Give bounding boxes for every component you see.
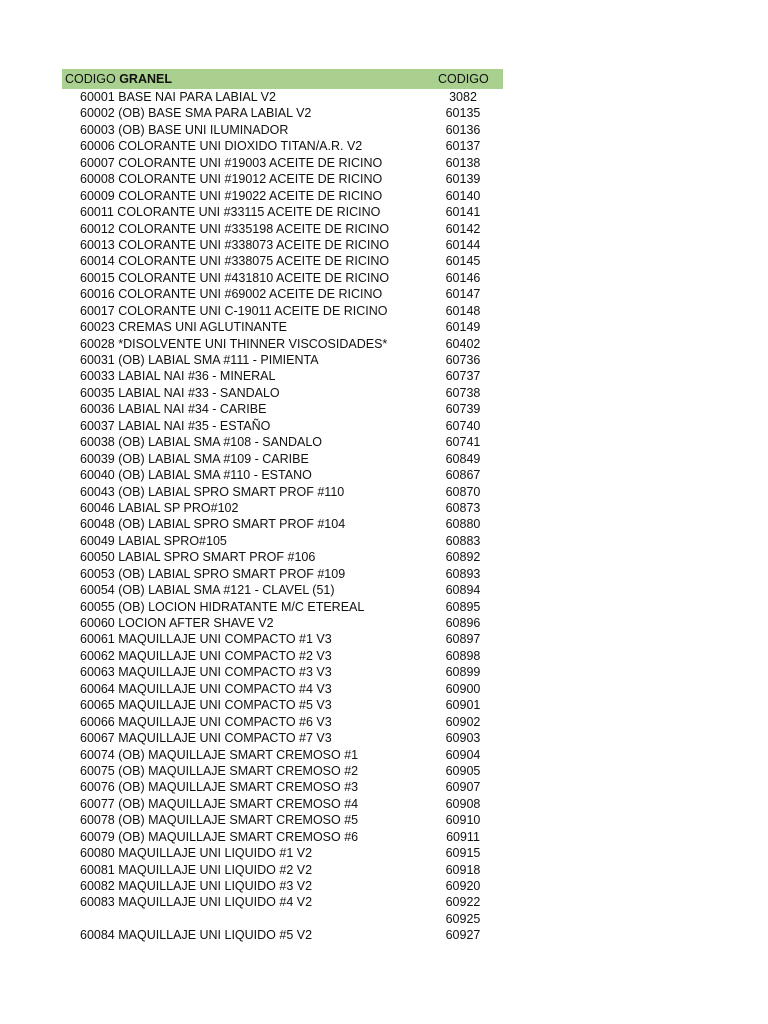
product-name-cell: 60006 COLORANTE UNI DIOXIDO TITAN/A.R. V2 (80, 139, 363, 154)
table-row (62, 138, 503, 154)
table-row (62, 385, 503, 401)
product-name-cell: 60060 LOCION AFTER SHAVE V2 (80, 616, 274, 630)
table-row (62, 664, 503, 680)
table-row (62, 253, 503, 269)
table-row (62, 204, 503, 220)
product-name-cell: 60050 LABIAL SPRO SMART PROF #106 (80, 550, 316, 565)
table-row (62, 516, 503, 532)
product-code-cell: 60141 (445, 205, 481, 220)
product-name-cell: 60066 MAQUILLAJE UNI COMPACTO #6 V3 (80, 714, 332, 729)
table-row (62, 697, 503, 713)
product-name-cell: 60082 MAQUILLAJE UNI LIQUIDO #3 V2 (80, 879, 313, 893)
table-row (62, 927, 503, 943)
product-code-cell: 60873 (445, 500, 481, 515)
product-name-cell: 60048 (OB) LABIAL SPRO SMART PROF #104 (80, 517, 346, 532)
product-code-cell: 60925 (445, 911, 481, 926)
table-row (62, 812, 503, 828)
table-row (62, 467, 503, 483)
table-row (62, 434, 503, 450)
product-code-cell: 60897 (445, 632, 481, 647)
product-code-cell: 60927 (445, 928, 481, 943)
product-code-cell: 60905 (445, 763, 481, 778)
table-row (62, 122, 503, 138)
table-row (62, 155, 503, 171)
table-row (62, 763, 503, 779)
product-name-cell: 60014 COLORANTE UNI #338075 ACEITE DE RICINO (80, 254, 390, 269)
product-code-cell: 60910 (445, 813, 481, 828)
table-row (62, 221, 503, 237)
product-code-cell: 60898 (445, 648, 481, 663)
product-code-cell: 60899 (445, 665, 481, 680)
product-name-cell: 60008 COLORANTE UNI #19012 ACEITE DE RICINO (80, 172, 383, 187)
product-name-cell: 60076 (OB) MAQUILLAJE SMART CREMOSO #3 (80, 780, 359, 795)
product-code-cell: 60892 (445, 550, 481, 565)
table-row (62, 303, 503, 319)
product-name-cell: 60054 (OB) LABIAL SMA #121 - CLAVEL (51) (80, 583, 335, 598)
product-code-cell: 60736 (445, 353, 481, 367)
product-name-cell: 60017 COLORANTE UNI C-19011 ACEITE DE RICINO (80, 303, 388, 318)
table-row (62, 401, 503, 417)
product-code-cell: 60137 (445, 139, 481, 154)
table-row (62, 533, 503, 549)
table-row (62, 105, 503, 121)
product-code-cell: 60740 (445, 418, 481, 433)
table-row (62, 796, 503, 812)
product-code-cell: 60895 (445, 599, 481, 614)
product-name-cell: 60031 (OB) LABIAL SMA #111 - PIMIENTA (80, 353, 319, 367)
table-row (62, 714, 503, 730)
product-code-cell: 60741 (445, 435, 481, 450)
product-code-cell: 60136 (445, 122, 481, 137)
product-code-cell: 3082 (449, 90, 477, 104)
table-row (62, 779, 503, 795)
product-name-cell: 60067 MAQUILLAJE UNI COMPACTO #7 V3 (80, 731, 332, 746)
product-name-cell: 60002 (OB) BASE SMA PARA LABIAL V2 (80, 106, 312, 121)
header-col2-label: CODIGO (438, 72, 489, 86)
table-row (62, 582, 503, 598)
product-code-cell: 60901 (445, 698, 481, 713)
product-code-cell: 60148 (445, 303, 481, 318)
product-name-cell: 60081 MAQUILLAJE UNI LIQUIDO #2 V2 (80, 862, 313, 877)
product-name-cell: 60064 MAQUILLAJE UNI COMPACTO #4 V3 (80, 681, 332, 696)
product-name-cell: 60065 MAQUILLAJE UNI COMPACTO #5 V3 (80, 698, 332, 713)
product-name-cell: 60080 MAQUILLAJE UNI LIQUIDO #1 V2 (80, 846, 313, 861)
table-row (62, 599, 503, 615)
product-name-cell: 60053 (OB) LABIAL SPRO SMART PROF #109 (80, 566, 346, 581)
product-name-cell: 60036 LABIAL NAI #34 - CARIBE (80, 402, 267, 417)
table-row (62, 352, 503, 368)
table-row (62, 648, 503, 664)
product-name-cell: 60011 COLORANTE UNI #33115 ACEITE DE RICINO (80, 205, 381, 220)
product-name-cell: 60049 LABIAL SPRO#105 (80, 533, 227, 548)
table-row (62, 615, 503, 631)
product-name-cell: 60063 MAQUILLAJE UNI COMPACTO #3 V3 (80, 665, 332, 680)
product-code-cell: 60149 (445, 320, 481, 335)
header-col1-bold: GRANEL (119, 72, 172, 86)
product-code-cell: 60894 (445, 583, 481, 598)
header-col1-label: CODIGO (65, 72, 116, 86)
product-code-cell: 60893 (445, 566, 481, 581)
table-row (62, 171, 503, 187)
product-name-cell: 60023 CREMAS UNI AGLUTINANTE (80, 320, 288, 335)
table-row (62, 878, 503, 894)
table-row (62, 911, 503, 927)
product-name-cell: 60035 LABIAL NAI #33 - SANDALO (80, 385, 280, 400)
product-code-cell: 60145 (445, 254, 481, 269)
product-code-cell: 60738 (445, 385, 481, 400)
product-code-cell: 60915 (445, 846, 481, 861)
product-code-cell: 60138 (445, 155, 481, 170)
product-code-cell: 60402 (445, 336, 481, 351)
product-code-cell: 60849 (445, 451, 481, 466)
product-name-cell: 60038 (OB) LABIAL SMA #108 - SANDALO (80, 435, 323, 450)
table-row (62, 500, 503, 516)
product-code-cell: 60902 (445, 714, 481, 729)
product-name-cell: 60061 MAQUILLAJE UNI COMPACTO #1 V3 (80, 632, 332, 647)
product-name-cell: 60016 COLORANTE UNI #69002 ACEITE DE RICINO (80, 287, 383, 302)
product-code-cell: 60911 (446, 829, 480, 844)
table-row (62, 418, 503, 434)
table-row (62, 631, 503, 647)
product-name-cell: 60074 (OB) MAQUILLAJE SMART CREMOSO #1 (80, 747, 359, 762)
product-name-cell: 60013 COLORANTE UNI #338073 ACEITE DE RICINO (80, 237, 390, 252)
product-code-cell: 60922 (445, 895, 481, 910)
table-row (62, 747, 503, 763)
table-row (62, 862, 503, 878)
product-code-cell: 60739 (445, 402, 481, 417)
product-code-cell: 60870 (445, 484, 481, 499)
product-name-cell: 60062 MAQUILLAJE UNI COMPACTO #2 V3 (80, 648, 332, 663)
product-name-cell: 60083 MAQUILLAJE UNI LIQUIDO #4 V2 (80, 895, 313, 910)
header-granel-code (65, 69, 172, 89)
product-code-cell: 60907 (445, 780, 481, 795)
table-row (62, 237, 503, 253)
product-name-cell: 60084 MAQUILLAJE UNI LIQUIDO #5 V2 (80, 928, 313, 943)
product-name-cell: 60077 (OB) MAQUILLAJE SMART CREMOSO #4 (80, 796, 359, 811)
table-row (62, 845, 503, 861)
table-row (62, 368, 503, 384)
table-row (62, 286, 503, 302)
product-code-table (62, 69, 503, 944)
product-name-cell: 60055 (OB) LOCION HIDRATANTE M/C ETEREAL (80, 599, 365, 614)
product-name-cell: 60075 (OB) MAQUILLAJE SMART CREMOSO #2 (80, 763, 359, 778)
table-row (62, 730, 503, 746)
product-code-cell: 60920 (445, 879, 481, 893)
product-code-cell: 60883 (445, 533, 481, 548)
product-name-cell: 60028 *DISOLVENTE UNI THINNER VISCOSIDADES* (80, 336, 388, 351)
table-body (62, 89, 503, 944)
product-code-cell: 60918 (445, 862, 481, 877)
table-row (62, 566, 503, 582)
product-name-cell: 60007 COLORANTE UNI #19003 ACEITE DE RICINO (80, 155, 383, 170)
table-row (62, 188, 503, 204)
product-code-cell: 60867 (445, 468, 481, 483)
table-row (62, 336, 503, 352)
table-header-row (62, 69, 503, 89)
product-code-cell: 60904 (445, 747, 481, 762)
product-name-cell: 60039 (OB) LABIAL SMA #109 - CARIBE (80, 451, 309, 466)
product-name-cell: 60037 LABIAL NAI #35 - ESTAÑO (80, 418, 271, 433)
product-name-cell: 60079 (OB) MAQUILLAJE SMART CREMOSO #6 (80, 829, 359, 844)
product-code-cell: 60903 (445, 731, 481, 746)
product-code-cell: 60900 (445, 681, 481, 696)
product-name-cell: 60043 (OB) LABIAL SPRO SMART PROF #110 (80, 484, 345, 499)
product-code-cell: 60135 (445, 106, 481, 121)
product-code-cell: 60147 (445, 287, 481, 302)
table-row (62, 451, 503, 467)
product-name-cell: 60046 LABIAL SP PRO#102 (80, 500, 239, 515)
product-name-cell: 60001 BASE NAI PARA LABIAL V2 (80, 90, 276, 104)
product-code-cell: 60908 (445, 796, 481, 811)
table-row (62, 549, 503, 565)
product-code-cell: 60146 (445, 270, 481, 285)
product-name-cell: 60033 LABIAL NAI #36 - MINERAL (80, 369, 276, 384)
product-code-cell: 60880 (445, 517, 481, 532)
table-row (62, 319, 503, 335)
product-name-cell: 60003 (OB) BASE UNI ILUMINADOR (80, 122, 289, 137)
table-row (62, 484, 503, 500)
product-code-cell: 60139 (445, 172, 481, 187)
product-code-cell: 60896 (445, 616, 481, 630)
product-name-cell: 60012 COLORANTE UNI #335198 ACEITE DE RICINO (80, 221, 390, 236)
product-code-cell: 60144 (445, 237, 481, 252)
product-name-cell: 60078 (OB) MAQUILLAJE SMART CREMOSO #5 (80, 813, 359, 828)
product-name-cell: 60009 COLORANTE UNI #19022 ACEITE DE RICINO (80, 188, 383, 203)
product-code-cell: 60737 (445, 369, 481, 384)
table-row (62, 270, 503, 286)
table-row (62, 681, 503, 697)
table-row (62, 829, 503, 845)
table-row (62, 89, 503, 105)
product-code-cell: 60140 (445, 188, 481, 203)
product-name-cell: 60015 COLORANTE UNI #431810 ACEITE DE RICINO (80, 270, 390, 285)
table-row (62, 894, 503, 910)
product-name-cell: 60040 (OB) LABIAL SMA #110 - ESTANO (80, 468, 312, 483)
product-code-cell: 60142 (445, 221, 481, 236)
